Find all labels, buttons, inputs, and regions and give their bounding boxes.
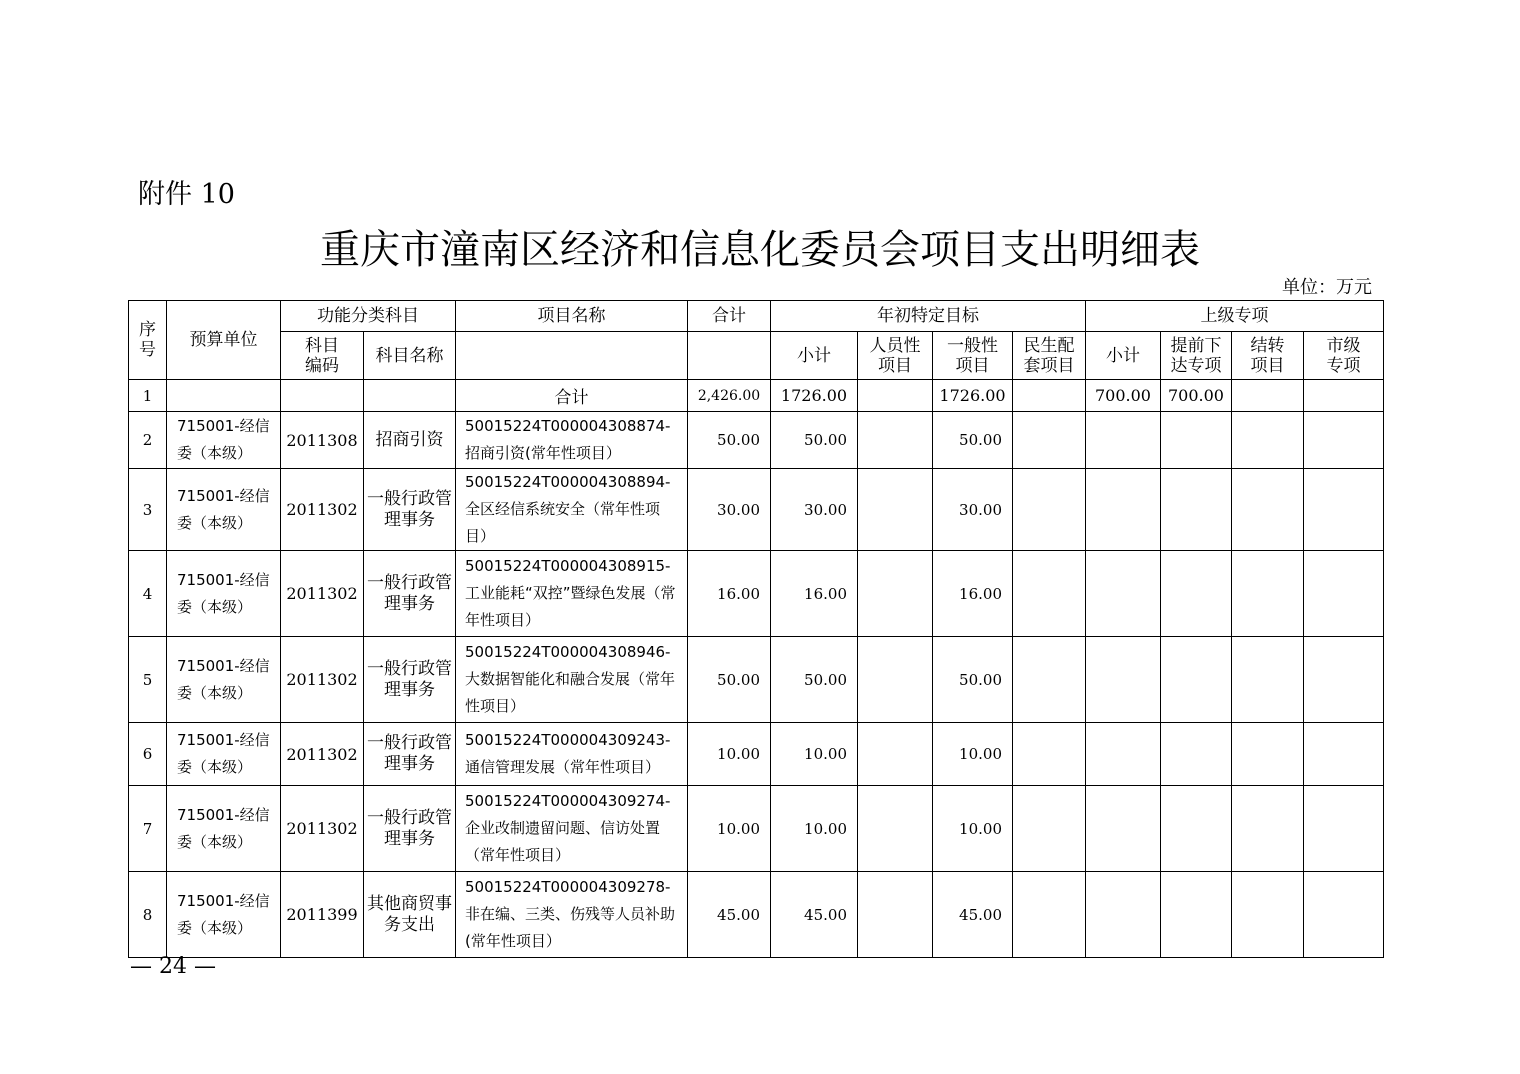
total-subject-blank	[364, 380, 456, 412]
table-row	[129, 412, 1384, 469]
header-total: 合计	[688, 301, 771, 332]
header-subject-code: 科目编码	[281, 332, 364, 380]
row-personnel	[858, 551, 933, 637]
row-personnel	[858, 786, 933, 872]
header-initial-targets: 年初特定目标	[771, 301, 1086, 332]
row-seq: 5	[129, 637, 167, 723]
row-advance	[1161, 551, 1232, 637]
unit-label: 单位：万元	[1282, 277, 1372, 298]
total-seq: 1	[129, 380, 167, 412]
attachment-label: 附件 10	[138, 179, 235, 210]
row-general: 16.00	[933, 551, 1013, 637]
row-advance	[1161, 637, 1232, 723]
row-project-name: 50015224T000004309243-通信管理发展（常年性项目）	[456, 723, 688, 786]
row-personnel	[858, 637, 933, 723]
row-total: 50.00	[688, 412, 771, 469]
row-sup-subtotal	[1086, 551, 1161, 637]
total-general: 1726.00	[933, 380, 1013, 412]
row-general: 30.00	[933, 469, 1013, 551]
row-total: 30.00	[688, 469, 771, 551]
row-budget-unit: 715001-经信委（本级）	[167, 469, 281, 551]
row-init-subtotal: 50.00	[771, 637, 858, 723]
row-total: 10.00	[688, 723, 771, 786]
header-seq: 序号	[129, 301, 167, 380]
total-label: 合计	[456, 380, 688, 412]
row-subject-code: 2011302	[281, 637, 364, 723]
row-sup-subtotal	[1086, 469, 1161, 551]
header-project-blank	[456, 332, 688, 380]
row-project-name: 50015224T000004308946-大数据智能化和融合发展（常年性项目）	[456, 637, 688, 723]
row-init-subtotal: 16.00	[771, 551, 858, 637]
total-municipal-blank	[1304, 380, 1384, 412]
row-init-subtotal: 45.00	[771, 872, 858, 958]
row-seq: 8	[129, 872, 167, 958]
row-subject-name: 一般行政管理事务	[364, 637, 456, 723]
row-livelihood	[1013, 551, 1086, 637]
row-advance	[1161, 723, 1232, 786]
row-init-subtotal: 10.00	[771, 723, 858, 786]
row-carryover	[1232, 551, 1304, 637]
row-subject-name: 其他商贸事务支出	[364, 872, 456, 958]
table-row	[129, 551, 1384, 637]
total-advance: 700.00	[1161, 380, 1232, 412]
row-carryover	[1232, 637, 1304, 723]
row-subject-code: 2011302	[281, 551, 364, 637]
row-municipal	[1304, 469, 1384, 551]
row-seq: 2	[129, 412, 167, 469]
total-amount: 2,426.00	[688, 380, 771, 412]
total-livelihood-blank	[1013, 380, 1086, 412]
header-municipal: 市级专项	[1304, 332, 1384, 380]
row-seq: 6	[129, 723, 167, 786]
row-personnel	[858, 412, 933, 469]
row-carryover	[1232, 469, 1304, 551]
row-advance	[1161, 412, 1232, 469]
row-carryover	[1232, 723, 1304, 786]
row-general: 50.00	[933, 637, 1013, 723]
row-sup-subtotal	[1086, 412, 1161, 469]
row-sup-subtotal	[1086, 637, 1161, 723]
table-row	[129, 786, 1384, 872]
row-general: 50.00	[933, 412, 1013, 469]
row-project-name: 50015224T000004308894-全区经信系统安全（常年性项目）	[456, 469, 688, 551]
row-total: 10.00	[688, 786, 771, 872]
row-budget-unit: 715001-经信委（本级）	[167, 551, 281, 637]
header-subject-name: 科目名称	[364, 332, 456, 380]
header-personnel: 人员性项目	[858, 332, 933, 380]
row-init-subtotal: 30.00	[771, 469, 858, 551]
row-seq: 3	[129, 469, 167, 551]
total-personnel-blank	[858, 380, 933, 412]
row-carryover	[1232, 872, 1304, 958]
header-sup-subtotal: 小计	[1086, 332, 1161, 380]
row-personnel	[858, 872, 933, 958]
header-project-name: 项目名称	[456, 301, 688, 332]
page-title: 重庆市潼南区经济和信息化委员会项目支出明细表	[320, 227, 1200, 273]
table-row	[129, 872, 1384, 958]
row-sup-subtotal	[1086, 723, 1161, 786]
page-number: — 24 —	[130, 954, 216, 979]
row-carryover	[1232, 412, 1304, 469]
row-advance	[1161, 872, 1232, 958]
header-init-subtotal: 小计	[771, 332, 858, 380]
row-general: 45.00	[933, 872, 1013, 958]
total-carryover-blank	[1232, 380, 1304, 412]
row-project-name: 50015224T000004308915-工业能耗“双控”暨绿色发展（常年性项目）	[456, 551, 688, 637]
total-sup-subtotal: 700.00	[1086, 380, 1161, 412]
row-subject-name: 一般行政管理事务	[364, 786, 456, 872]
row-seq: 7	[129, 786, 167, 872]
row-budget-unit: 715001-经信委（本级）	[167, 872, 281, 958]
row-subject-code: 2011302	[281, 786, 364, 872]
table-row	[129, 637, 1384, 723]
total-row	[129, 380, 1384, 412]
header-func-class: 功能分类科目	[281, 301, 456, 332]
row-project-name: 50015224T000004309278-非在编、三类、伤残等人员补助(常年性项目）	[456, 872, 688, 958]
table-row	[129, 469, 1384, 551]
row-subject-name: 一般行政管理事务	[364, 469, 456, 551]
row-subject-code: 2011302	[281, 469, 364, 551]
row-subject-code: 2011308	[281, 412, 364, 469]
row-subject-code: 2011399	[281, 872, 364, 958]
row-personnel	[858, 469, 933, 551]
row-general: 10.00	[933, 723, 1013, 786]
row-municipal	[1304, 872, 1384, 958]
total-init-subtotal: 1726.00	[771, 380, 858, 412]
row-personnel	[858, 723, 933, 786]
row-total: 50.00	[688, 637, 771, 723]
header-budget-unit: 预算单位	[167, 301, 281, 380]
row-subject-name: 一般行政管理事务	[364, 723, 456, 786]
row-total: 16.00	[688, 551, 771, 637]
row-municipal	[1304, 786, 1384, 872]
header-carryover: 结转项目	[1232, 332, 1304, 380]
row-municipal	[1304, 723, 1384, 786]
row-budget-unit: 715001-经信委（本级）	[167, 637, 281, 723]
table-row	[129, 723, 1384, 786]
row-total: 45.00	[688, 872, 771, 958]
row-advance	[1161, 786, 1232, 872]
row-livelihood	[1013, 723, 1086, 786]
row-budget-unit: 715001-经信委（本级）	[167, 412, 281, 469]
header-general: 一般性项目	[933, 332, 1013, 380]
row-municipal	[1304, 551, 1384, 637]
total-code-blank	[281, 380, 364, 412]
row-general: 10.00	[933, 786, 1013, 872]
row-budget-unit: 715001-经信委（本级）	[167, 786, 281, 872]
header-superior: 上级专项	[1086, 301, 1384, 332]
row-subject-name: 招商引资	[364, 412, 456, 469]
row-carryover	[1232, 786, 1304, 872]
row-project-name: 50015224T000004309274-企业改制遗留问题、信访处置（常年性项目）	[456, 786, 688, 872]
row-livelihood	[1013, 412, 1086, 469]
row-subject-code: 2011302	[281, 723, 364, 786]
row-livelihood	[1013, 469, 1086, 551]
row-subject-name: 一般行政管理事务	[364, 551, 456, 637]
row-livelihood	[1013, 872, 1086, 958]
row-seq: 4	[129, 551, 167, 637]
row-project-name: 50015224T000004308874-招商引资(常年性项目）	[456, 412, 688, 469]
row-livelihood	[1013, 786, 1086, 872]
row-sup-subtotal	[1086, 786, 1161, 872]
row-init-subtotal: 50.00	[771, 412, 858, 469]
header-livelihood: 民生配套项目	[1013, 332, 1086, 380]
row-budget-unit: 715001-经信委（本级）	[167, 723, 281, 786]
expenditure-table	[128, 300, 1384, 958]
row-sup-subtotal	[1086, 872, 1161, 958]
header-total-blank	[688, 332, 771, 380]
header-advance: 提前下达专项	[1161, 332, 1232, 380]
total-unit-blank	[167, 380, 281, 412]
row-municipal	[1304, 637, 1384, 723]
row-advance	[1161, 469, 1232, 551]
row-init-subtotal: 10.00	[771, 786, 858, 872]
row-municipal	[1304, 412, 1384, 469]
row-livelihood	[1013, 637, 1086, 723]
